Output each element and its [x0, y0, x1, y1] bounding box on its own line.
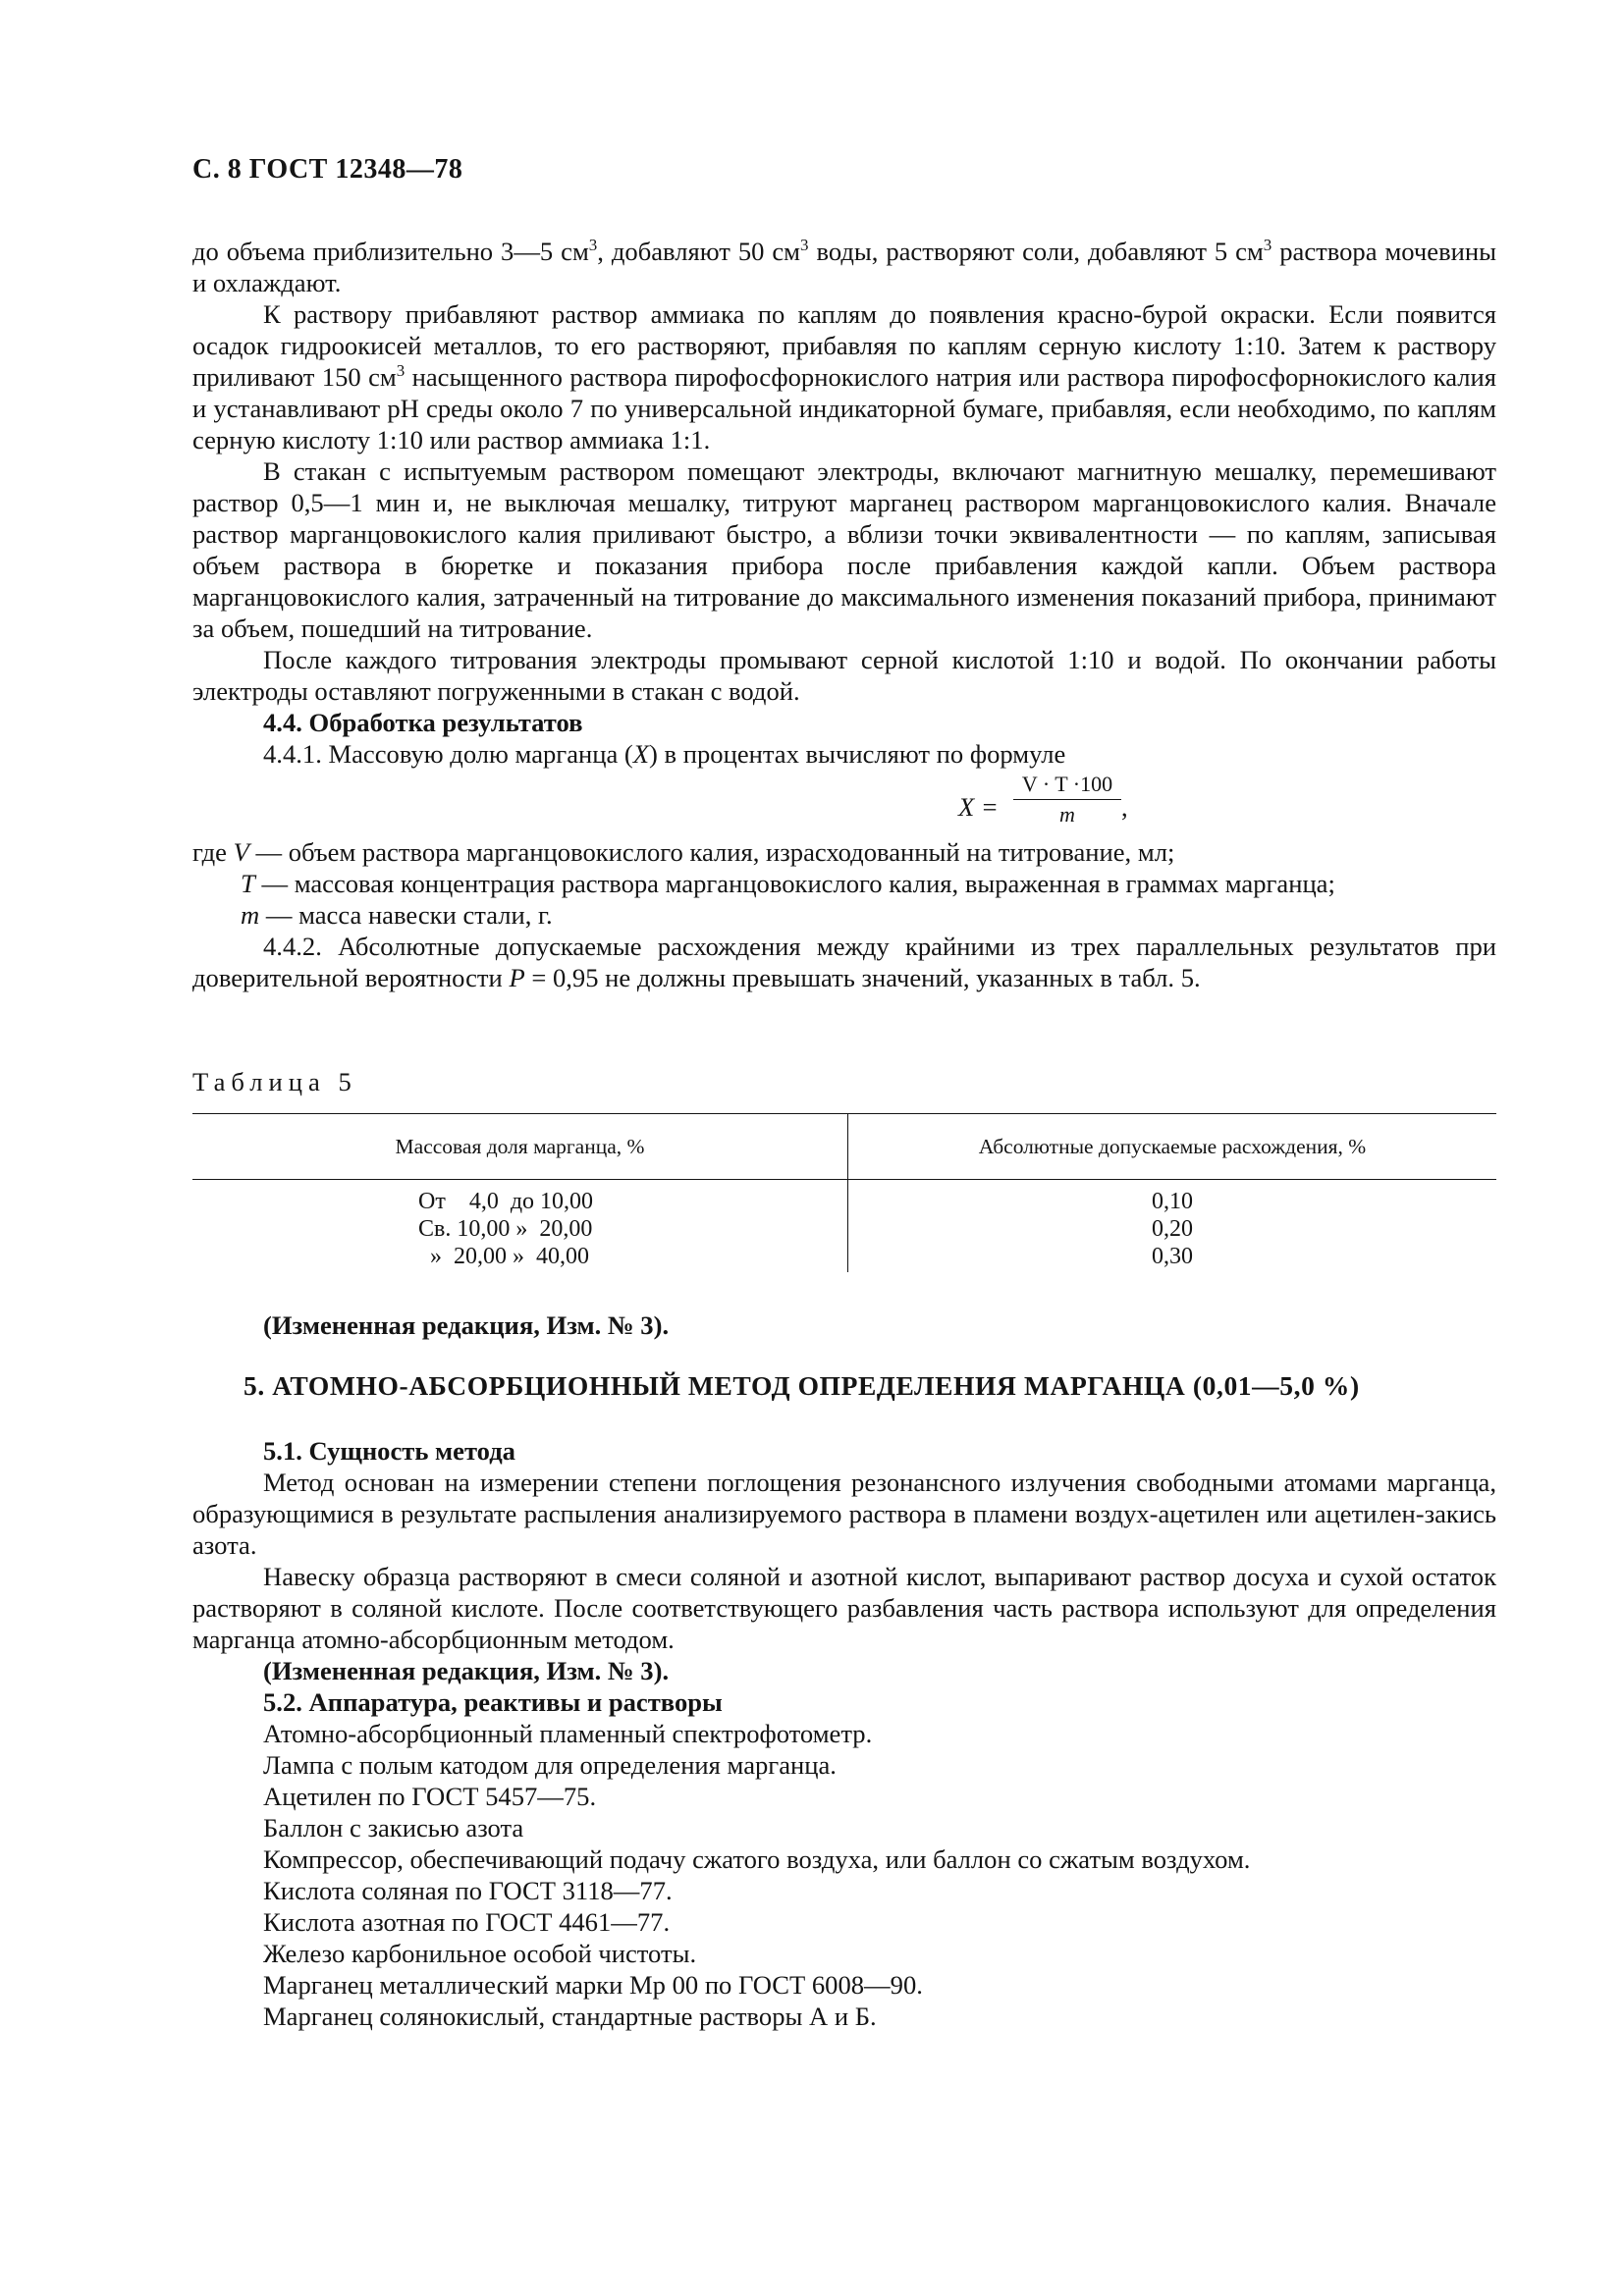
table-caption: Таблица 5: [192, 1067, 357, 1096]
revision-note: (Измененная редакция, Изм. № 3).: [263, 1656, 670, 1685]
paragraph-continuation: до объема приблизительно 3—5 $см^3$, добавляют 50 $см^3$ воды, растворяют соли, добавляют 5 $см^3$ раствора мочевины и охлаждают.: [192, 236, 1496, 297]
section-5-heading: 5. АТОМНО-АБСОРБЦИОННЫЙ МЕТОД ОПРЕДЕЛЕНИЯ МАРГАНЦА (0,01—5,0 %): [243, 1370, 1360, 1401]
paragraph-electrodes: После каждого титрования электроды промывают серной кислотой 1:10 и водой. По окончании работы электроды оставляют погруженными в стакан с водой.: [192, 645, 1496, 706]
list-item: Баллон с закисью азота: [263, 1813, 524, 1842]
where-line-v: где V — объем раствора марганцовокислого калия, израсходованный на титрование, мл;: [192, 837, 1175, 867]
where-line-t: T — массовая концентрация раствора марганцовокислого калия, выраженная в граммах марганца;: [241, 869, 1335, 898]
table-header-discrepancy: Абсолютные допускаемые расхождения, %: [848, 1114, 1497, 1180]
list-item: Марганец солянокислый, стандартные растворы А и Б.: [263, 2002, 877, 2031]
table-cell-range: » 20,00 » 40,00: [418, 1244, 589, 1269]
table-5: [192, 1113, 1496, 1272]
body-text: [192, 236, 1496, 993]
table-cell-value: 0,20: [1152, 1216, 1193, 1242]
paragraph-4-4-2: 4.4.2. Абсолютные допускаемые расхождения между крайними из трех параллельных результатов при доверительной вероятности P = 0,95 не должны превышать значений, указанных в табл. 5.: [192, 932, 1496, 992]
paragraph-5-1-method: Метод основан на измерении степени поглощения резонансного излучения свободными атомами марганца, образующимися в результате распыления анализируемого раствора в пламени воздух-ацетилен или ацетилен-закись азота.: [192, 1468, 1496, 1560]
paragraph-titration: В стакан с испытуемым раствором помещают электроды, включают магнитную мешалку, перемешивают раствор 0,5—1 мин и, не выключая мешалку, титруют марганец раствором марганцовокислого калия. Вначале раствор марганцовокислого калия приливают быстро, а вблизи точки эквивалентности — по каплям, записывая объем раствора в бюретке и показания прибора после прибавления каждой капли. Объем раствора марганцовокислого калия, затраченный на титрование до максимального изменения показаний прибора, принимают за объем, пошедший на титрование.: [192, 456, 1496, 643]
list-item: Кислота соляная по ГОСТ 3118—77.: [263, 1876, 673, 1905]
formula-denominator: m: [1059, 802, 1075, 827]
revision-note-1-wrap: [192, 1309, 1496, 1341]
formula-numerator: V · T ·100: [1013, 770, 1121, 800]
table-cell-range: От 4,0 до 10,00: [418, 1189, 594, 1214]
list-item: Атомно-абсорбционный пламенный спектрофотометр.: [263, 1719, 873, 1748]
list-item: Компрессор, обеспечивающий подачу сжатого воздуха, или баллон со сжатым воздухом.: [263, 1844, 1251, 1874]
paragraph-ammonia: К раствору прибавляют раствор аммиака по каплям до появления красно-бурой окраски. Если появится осадок гидроокисей металлов, то его растворяют, прибавляя по каплям серную кислоту 1:10. Затем к раствору приливают 150 $см^3$ насыщенного раствора пирофосфорнокислого натрия или раствора пирофосфорнокислого калия и устанавливают pH среды около 7 по универсальной индикаторной бумаге, прибавляя, если необходимо, по каплям серную кислоту 1:10 или раствор аммиака 1:1.: [192, 299, 1496, 454]
section-5-heading-wrap: [192, 1370, 1496, 1402]
list-item: Кислота азотная по ГОСТ 4461—77.: [263, 1907, 671, 1937]
revision-note: (Измененная редакция, Изм. № 3).: [263, 1310, 670, 1340]
table-cell-value: 0,30: [1152, 1244, 1193, 1269]
formula-comma: ,: [1121, 792, 1128, 822]
paragraph-4-4-1: 4.4.1. Массовую долю марганца (X) в процентах вычисляют по формуле: [263, 739, 1066, 769]
list-item: Лампа с полым катодом для определения марганца.: [263, 1750, 837, 1780]
where-line-m: m — масса навески стали, г.: [241, 900, 553, 930]
paragraph-5-1-sample: Навеску образца растворяют в смеси соляной и азотной кислот, выпаривают раствор досуха и сухой остаток растворяют в соляной кислоте. После соответствующего разбавления часть раствора используют для определения марганца атомно-абсорбционным методом.: [192, 1562, 1496, 1654]
table-row: [192, 1180, 1496, 1273]
formula-lhs: X =: [958, 792, 999, 822]
formula-fraction: [1013, 770, 1121, 829]
table-cell-value: 0,10: [1152, 1189, 1193, 1214]
section-5-2-heading: 5.2. Аппаратура, реактивы и растворы: [263, 1687, 723, 1717]
list-item: Ацетилен по ГОСТ 5457—75.: [263, 1782, 597, 1811]
table-header-row: [192, 1114, 1496, 1180]
table-cell-range: Св. 10,00 » 20,00: [418, 1216, 593, 1242]
list-item: Железо карбонильное особой чистоты.: [263, 1939, 697, 1968]
page-header: С. 8 ГОСТ 12348—78: [192, 154, 463, 185]
table-5-block: [192, 1066, 1496, 1272]
section-5-1-heading: 5.1. Сущность метода: [263, 1436, 515, 1466]
formula: [192, 770, 1496, 836]
list-item: Марганец металлический марки Мр 00 по ГОСТ 6008—90.: [263, 1970, 923, 2000]
section-4-4-heading: 4.4. Обработка результатов: [263, 708, 583, 737]
table-header-mass-fraction: Массовая доля марганца, %: [192, 1114, 848, 1180]
section-5-body: [192, 1435, 1496, 2032]
